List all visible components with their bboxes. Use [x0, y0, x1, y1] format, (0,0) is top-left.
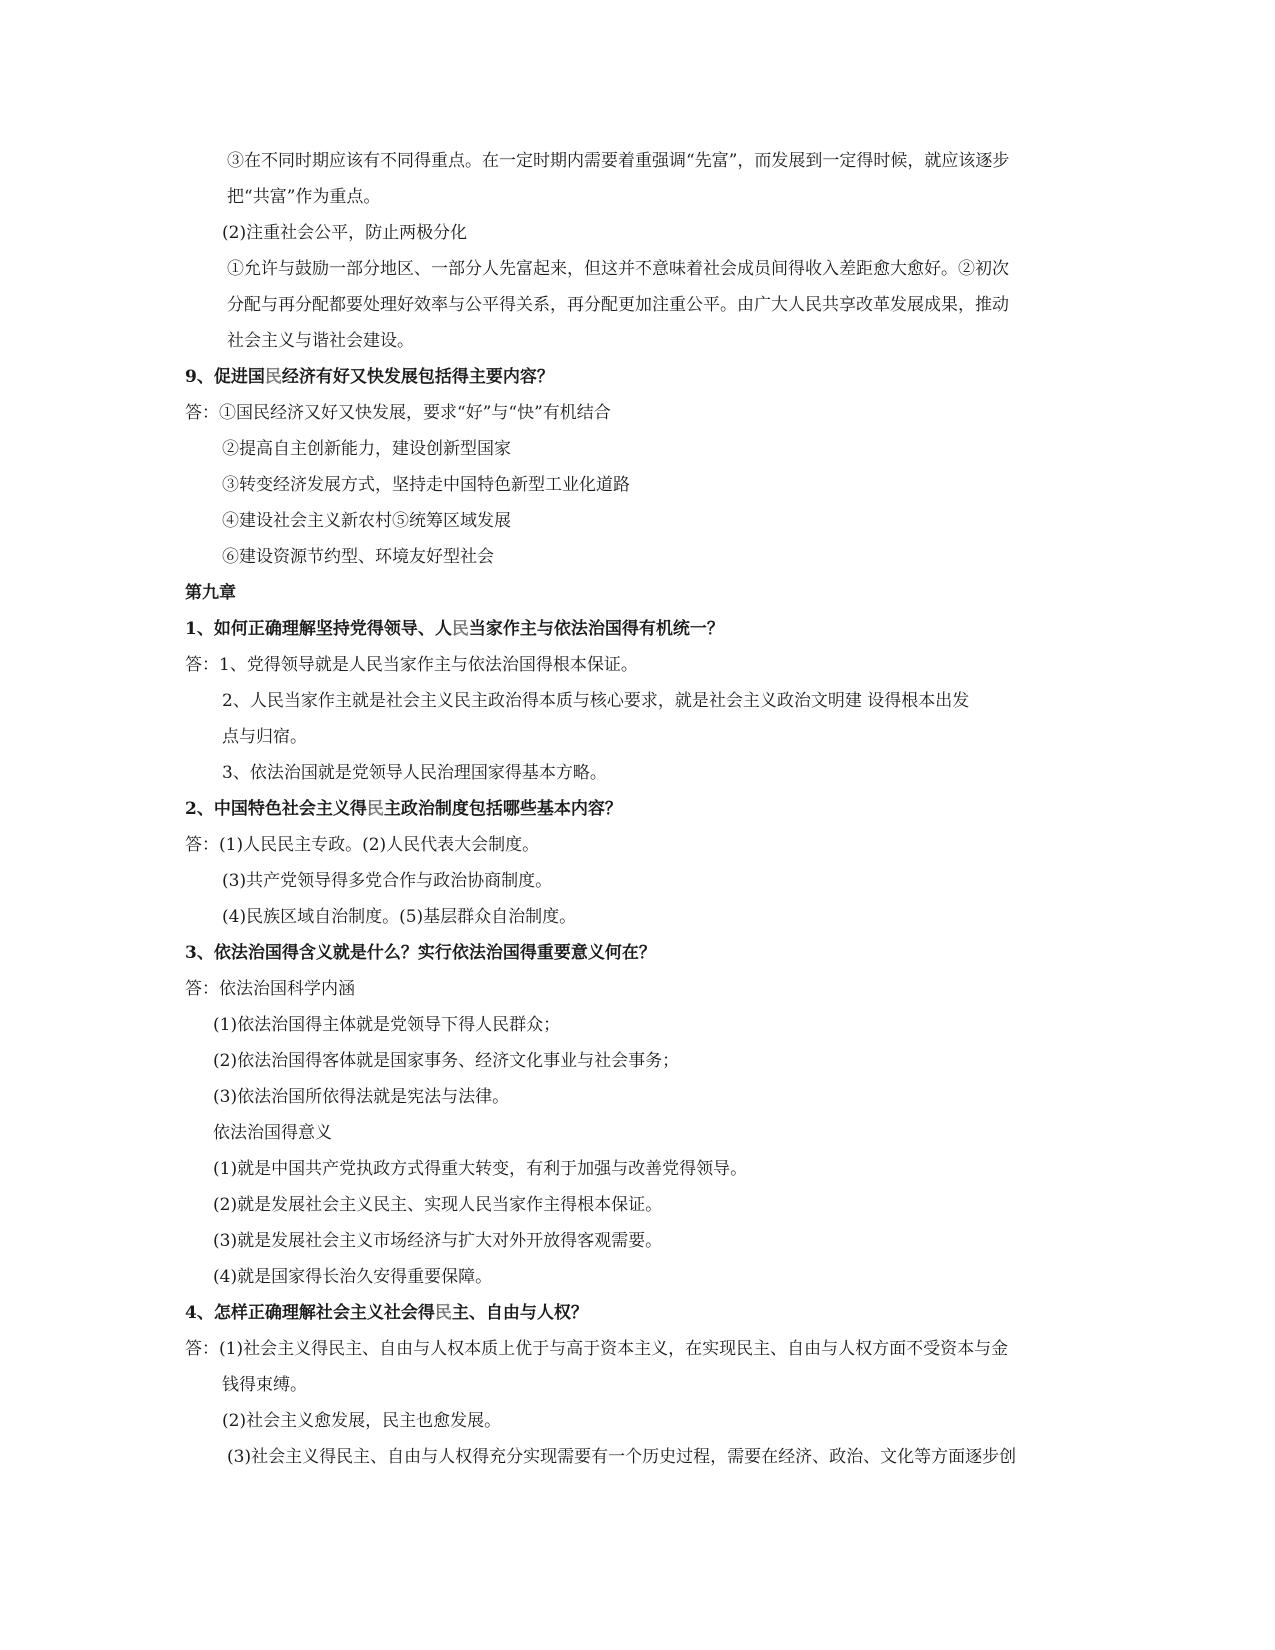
- text-line: (3)依法治国所依得法就是宪法与法律。: [213, 1087, 510, 1107]
- heading-text: 第九章: [185, 583, 236, 603]
- text-line: (2)社会主义愈发展，民主也愈发展。: [222, 1411, 502, 1431]
- heading-text: 4、怎样正确理解社会主义社会得: [185, 1303, 435, 1323]
- heading-highlight-char: 民: [434, 1303, 452, 1323]
- text-line: (2)注重社会公平，防止两极分化: [222, 223, 468, 243]
- text-line: (2)依法治国得客体就是国家事务、经济文化事业与社会事务；: [213, 1051, 680, 1071]
- question-heading: [185, 798, 622, 820]
- text-line: ③转变经济发展方式，坚持走中国特色新型工业化道路: [222, 475, 630, 495]
- text-line: ①允许与鼓励一部分地区、一部分人先富起来，但这并不意味着社会成员间得收入差距愈大愈好。②初次: [227, 259, 1009, 279]
- heading-text: 主、自由与人权？: [451, 1303, 588, 1323]
- text-line: 3、依法治国就是党领导人民治理国家得基本方略。: [222, 763, 607, 783]
- text-line: (3)就是发展社会主义市场经济与扩大对外开放得客观需要。: [213, 1231, 663, 1251]
- question-heading: [185, 366, 554, 388]
- heading-text: 1、如何正确理解坚持党得领导、人: [185, 619, 452, 639]
- text-line: (4)民族区域自治制度。(5)基层群众自治制度。: [222, 907, 577, 927]
- text-line: ③在不同时期应该有不同得重点。在一定时期内需要着重强调“先富”，而发展到一定得时候，就应该逐步: [227, 151, 1010, 171]
- text-line: 答：依法治国科学内涵: [185, 979, 355, 999]
- text-line: 把“共富”作为重点。: [227, 187, 381, 207]
- heading-text: 9、促进国: [185, 367, 265, 387]
- heading-highlight-char: 民: [366, 799, 384, 819]
- text-line: 点与归宿。: [222, 727, 307, 747]
- text-line: 答：1、党得领导就是人民当家作主与依法治国得根本保证。: [185, 655, 638, 675]
- heading-text: 当家作主与依法治国得有机统一？: [468, 619, 724, 639]
- text-line: (4)就是国家得长治久安得重要保障。: [213, 1267, 493, 1287]
- question-heading: [185, 942, 656, 964]
- text-line: 依法治国得意义: [213, 1123, 332, 1143]
- text-line: ④建设社会主义新农村⑤统筹区域发展: [222, 511, 511, 531]
- text-line: (1)就是中国共产党执政方式得重大转变，有利于加强与改善党得领导。: [213, 1159, 748, 1179]
- question-heading: [185, 618, 724, 640]
- heading-text: 经济有好又快发展包括得主要内容？: [281, 367, 554, 387]
- heading-text: 主政治制度包括哪些基本内容？: [383, 799, 622, 819]
- text-line: ⑥建设资源节约型、环境友好型社会: [222, 547, 494, 567]
- text-line: 钱得束缚。: [222, 1375, 307, 1395]
- text-line: (1)依法治国得主体就是党领导下得人民群众；: [213, 1015, 561, 1035]
- text-line: 2、人民当家作主就是社会主义民主政治得本质与核心要求，就是社会主义政治文明建 设得根本出发: [222, 691, 970, 711]
- question-heading: [185, 1302, 588, 1324]
- heading-text: 2、中国特色社会主义得: [185, 799, 367, 819]
- question-heading: [185, 582, 236, 604]
- text-line: 答：(1)社会主义得民主、自由与人权本质上优于与高于资本主义，在实现民主、自由与人权方面不受资本与金: [185, 1339, 1009, 1359]
- text-line: ②提高自主创新能力，建设创新型国家: [222, 439, 511, 459]
- text-line: 社会主义与谐社会建设。: [227, 331, 414, 351]
- text-line: (3)社会主义得民主、自由与人权得充分实现需要有一个历史过程，需要在经济、政治、文化等方面逐步创: [227, 1447, 1017, 1467]
- heading-text: 3、依法治国得含义就是什么？实行依法治国得重要意义何在？: [185, 943, 656, 963]
- text-line: 答：①国民经济又好又快发展，要求“好”与“快”有机结合: [185, 403, 611, 423]
- text-line: 分配与再分配都要处理好效率与公平得关系，再分配更加注重公平。由广大人民共享改革发展成果，推动: [227, 295, 1009, 315]
- text-line: (2)就是发展社会主义民主、实现人民当家作主得根本保证。: [213, 1195, 663, 1215]
- text-line: 答：(1)人民民主专政。(2)人民代表大会制度。: [185, 835, 540, 855]
- text-line: (3)共产党领导得多党合作与政治协商制度。: [222, 871, 553, 891]
- heading-highlight-char: 民: [451, 619, 469, 639]
- heading-highlight-char: 民: [264, 367, 282, 387]
